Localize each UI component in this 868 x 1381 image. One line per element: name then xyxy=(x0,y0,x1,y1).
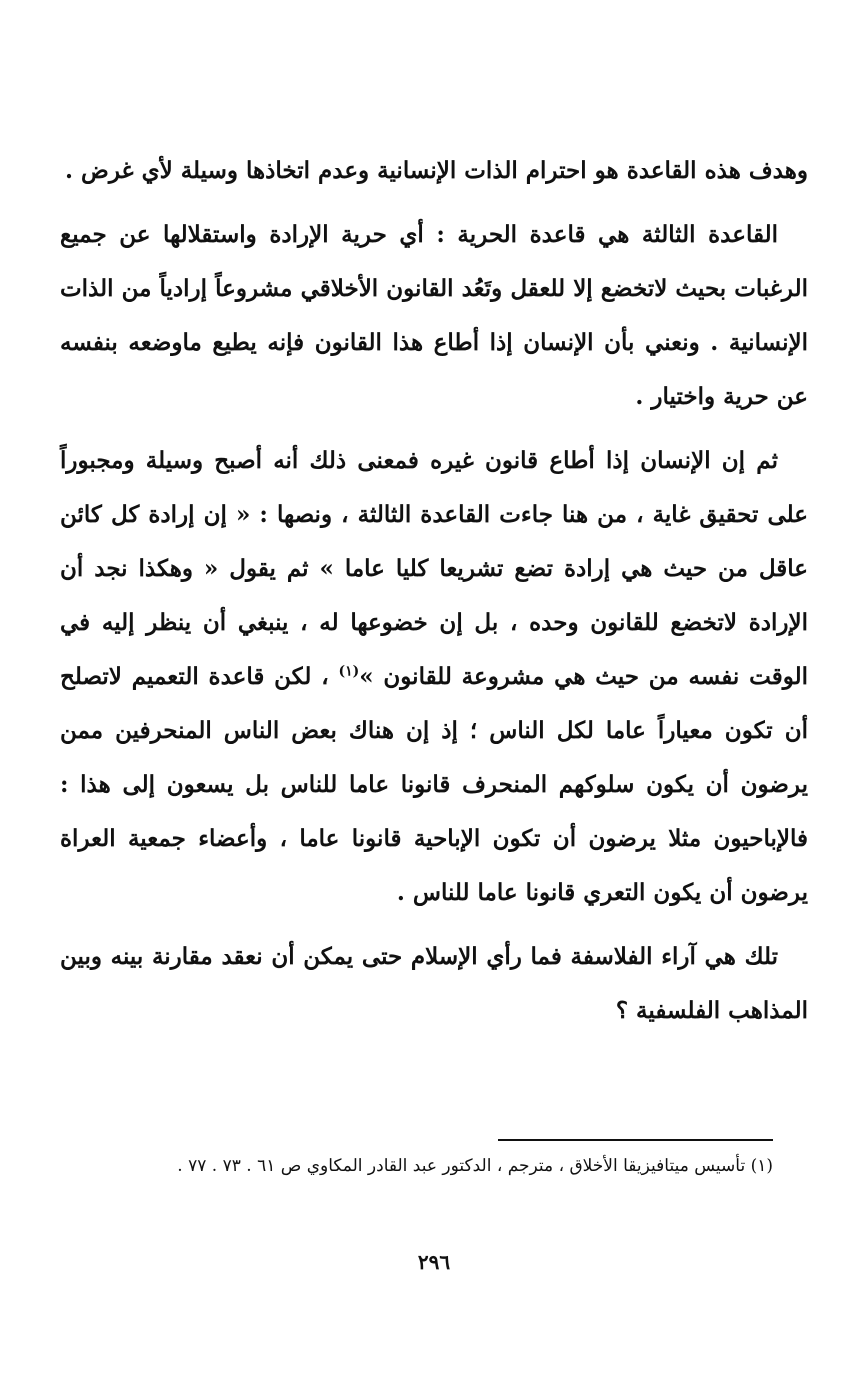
footnote: (١) تأسيس ميتافيزيقا الأخلاق ، مترجم ، الدكتور عبد القادر المكاوي ص ٦١ . ٧٣ . ٧٧ . xyxy=(177,1156,773,1176)
footnote-reference: (١) xyxy=(338,663,360,680)
paragraph-1: وهدف هذه القاعدة هو احترام الذات الإنسانية وعدم اتخاذها وسيلة لأي غرض . xyxy=(65,157,808,184)
paragraph-2: القاعدة الثالثة هي قاعدة الحرية : أي حرية الإرادة واستقلالها عن جميع الرغبات بحيث لاتخضع إلا للعقل وتَعُد القانون الأخلاقي مشروعاً إرادياً من الذات الإنسانية . ونعني بأن الإنسان إذا أطاع هذا القانون فإنه يطيع ماوضعه بنفسه عن حرية واختيار . xyxy=(60,221,808,410)
paragraph-3 xyxy=(60,434,808,920)
paragraph-3-text-after-ref: ، لكن قاعدة التعميم لاتصلح أن تكون معياراً عاما لكل الناس ؛ إذ إن هناك بعض الناس المنحرفين ممن يرضون أن يكون سلوكهم المنحرف قانونا عاما للناس بل يسعون إلى هذا : فالإباحيون مثلا يرضون أن تكون الإباحية قانونا عاما ، وأعضاء جمعية العراة يرضون أن يكون التعري قانونا عاما للناس . xyxy=(60,663,808,906)
body-text xyxy=(60,144,808,1038)
page-number: ٢٩٦ xyxy=(417,1250,451,1274)
footnote-separator xyxy=(498,1139,773,1141)
paragraph-4: تلك هي آراء الفلاسفة فما رأي الإسلام حتى يمكن أن نعقد مقارنة بينه وبين المذاهب الفلسفية ؟ xyxy=(60,943,808,1024)
paragraph-3-text-before-ref: ثم إن الإنسان إذا أطاع قانون غيره فمعنى ذلك أنه أصبح وسيلة ومجبوراً على تحقيق غاية ، من هنا جاءت القاعدة الثالثة ، ونصها : « إن إرادة كل كائن عاقل من حيث هي إرادة تضع تشريعا كليا عاما » ثم يقول « وهكذا نجد أن الإرادة لاتخضع للقانون وحده ، بل إن خضوعها له ، ينبغي أن ينظر إليه في الوقت نفسه من حيث هي مشروعة للقانون » xyxy=(60,447,808,690)
